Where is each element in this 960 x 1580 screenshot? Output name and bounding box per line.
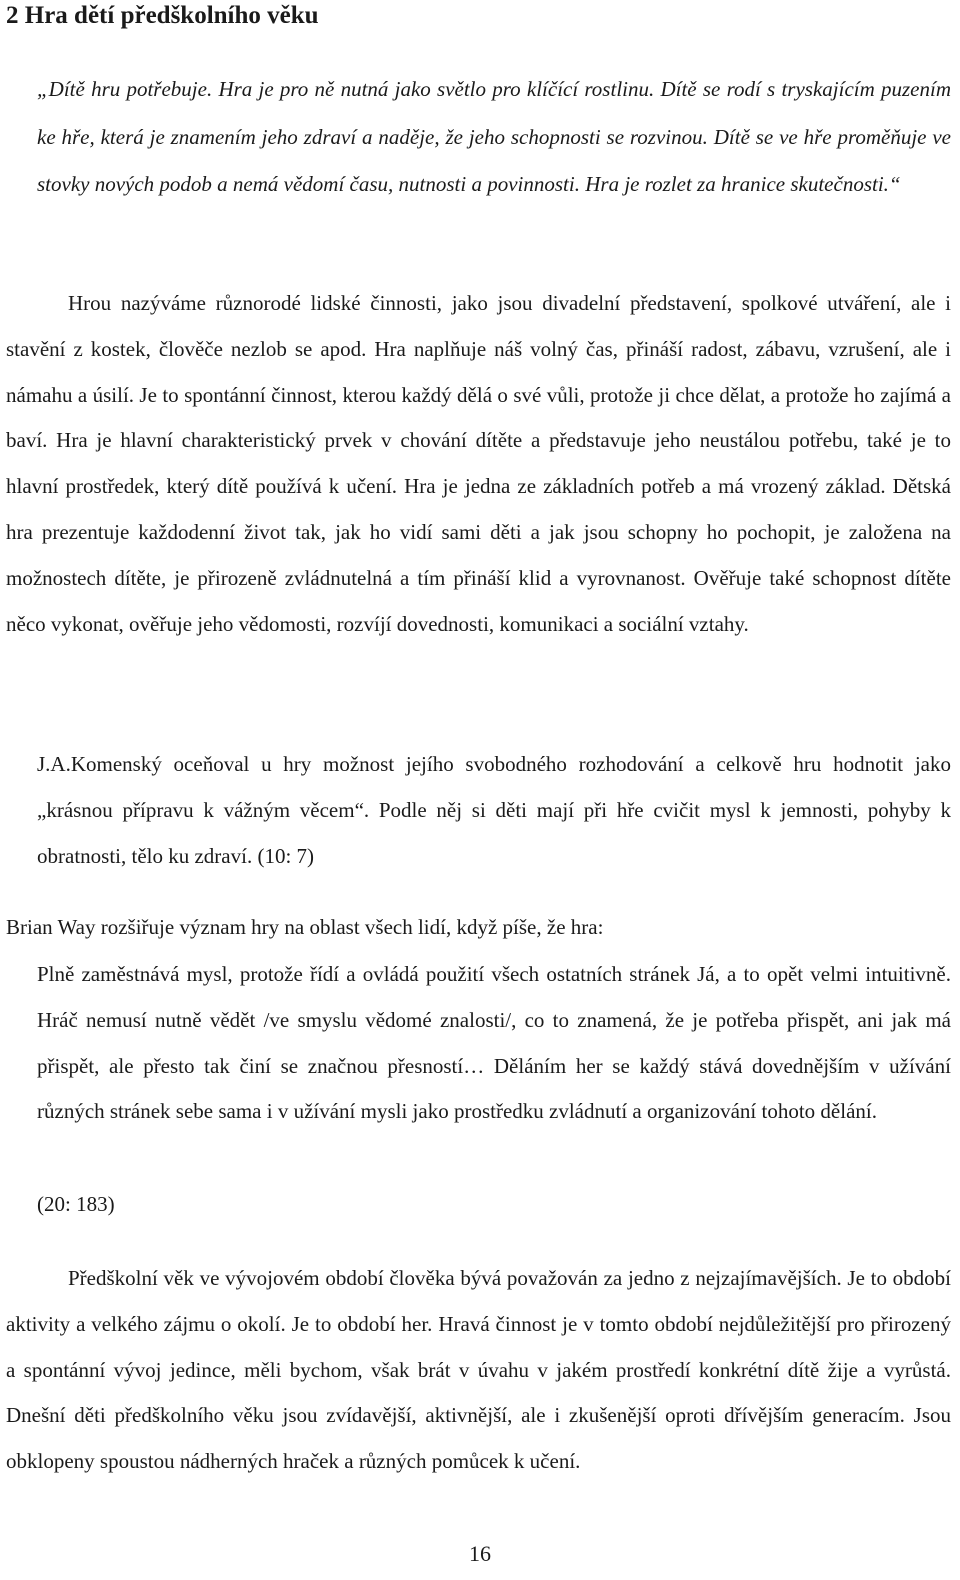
brian-way-intro: Brian Way rozšiřuje význam hry na oblast všech lidí, když píše, že hra: [6,915,604,939]
brian-way-quote: Plně zaměstnává mysl, protože řídí a ovládá použití všech ostatních stránek Já, a to opět velmi intuitivně. Hráč nemusí nutně vědět /ve smyslu vědomé znalosti/, co to znamená, že je potřeba přispět, ani jak má přispět, ale přesto tak činí se značnou přesností… Děláním her se každý stává dovednějším v užívání různých stránek sebe sama i v užívání mysli jako prostředku zvládnutí a organizování tohoto dělání. [37,962,951,1124]
paragraph-play-definition: Hrou nazýváme různorodé lidské činnosti, jako jsou divadelní představení, spolkové utváření, ale i stavění z kostek, člověče nezlob se apod. Hra naplňuje náš volný čas, přináší radost, zábavu, vzrušení, ale i námahu a úsilí. Je to spontánní činnost, kterou každý dělá o své vůli, protože ji chce dělat, a protože ho zajímá a baví. Hra je hlavní charakteristický prvek v chování dítěte a představuje jeho neustálou potřebu, také je to hlavní prostředek, který dítě používá k učení. Hra je jedna ze základních potřeb a má vrozený základ. Dětská hra prezentuje každodenní život tak, jak ho vidí sami děti a jak jsou schopny ho pochopit, je založena na možnostech dítěte, je přirozeně zvládnutelná a tím přináší klid a vyrovnanost. Ověřuje také schopnost dítěte něco vykonat, ověřuje jeho vědomosti, rozvíjí dovednosti, komunikaci a sociální vztahy. [6,291,951,636]
opening-quote: „Dítě hru potřebuje. Hra je pro ně nutná jako světlo pro klíčící rostlinu. Dítě se rodí s tryskajícím puzením ke hře, která je znamením jeho zdraví a naděje, že jeho schopnosti se rozvinou. Dítě se ve hře proměňuje ve stovky nových podob a nemá vědomí času, nutnosti a povinnosti. Hra je rozlet za hranice skutečnosti.“ [37,77,951,197]
paragraph-komensky: J.A.Komenský oceňoval u hry možnost jejího svobodného rozhodování a celkově hru hodnotit jako „krásnou přípravu k vážným věcem“. Podle něj si děti mají při hře cvičit mysl k jemnosti, pohyby k obratnosti, tělo ku zdraví. (10: 7) [37,752,951,868]
page-number: 16 [469,1541,491,1566]
paragraph-preschool-age: Předškolní věk ve vývojovém období člověka bývá považován za jedno z nejzajímavějších. Je to období aktivity a velkého zájmu o okolí. Je to období her. Hravá činnost je v tomto období nejdůležitější pro přirozený a spontánní vývoj jedince, měli bychom, však brát v úvahu v jakém prostředí konkrétní dítě žije a vyrůstá. Dnešní děti předškolního věku jsou zvídavější, aktivnější, ale i zkušenější oproti dřívějším generacím. Jsou obklopeny spoustou nádherných hraček a různých pomůcek k učení. [6,1266,951,1474]
chapter-heading: 2 Hra dětí předškolního věku [6,2,319,29]
brian-way-citation: (20: 183) [37,1192,115,1216]
